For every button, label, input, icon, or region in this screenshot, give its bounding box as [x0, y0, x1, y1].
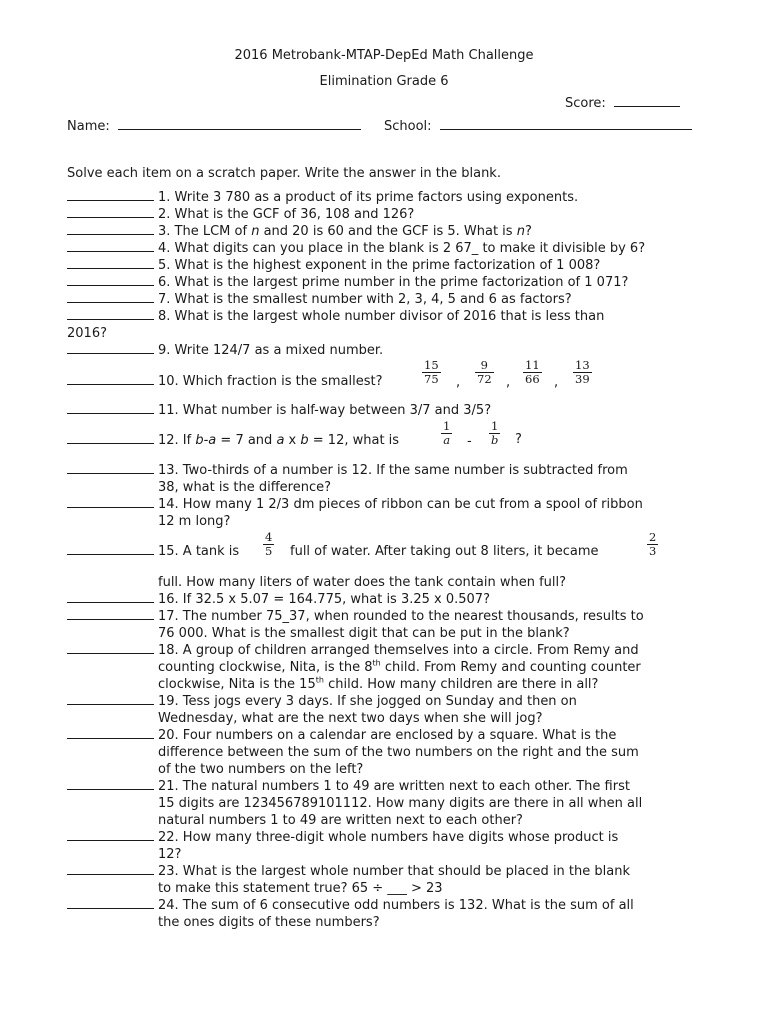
fraction-four-fifths: $\frac{4}{5}$ — [265, 530, 273, 558]
answer-blank-21[interactable] — [67, 778, 154, 790]
answer-blank-18[interactable] — [67, 642, 154, 654]
answer-blank-12[interactable] — [67, 432, 154, 444]
question-8: 8. What is the largest whole number divisor of 2016 that is less than — [67, 308, 604, 325]
score-field[interactable] — [614, 95, 680, 107]
answer-blank-10[interactable] — [67, 373, 154, 385]
question-22-cont: 12? — [158, 847, 182, 862]
answer-blank-23[interactable] — [67, 863, 154, 875]
answer-blank-19[interactable] — [67, 693, 154, 705]
fraction-one-over-a: $\frac{1}{a}$ — [443, 419, 451, 447]
fraction-option-1: $\frac{15}{75}$ — [424, 358, 439, 386]
separator: , — [554, 375, 559, 390]
name-label: Name: — [67, 119, 110, 134]
question-6: 6. What is the largest prime number in the prime factorization of 1 071? — [67, 274, 628, 291]
question-15: 15. A tank is — [67, 543, 239, 560]
question-20-cont-2: of the two numbers on the left? — [158, 762, 364, 777]
question-18-cont-1: counting clockwise, Nita, is the 8th child. From Remy and counting counter — [158, 658, 641, 675]
question-15-text: full of water. After taking out 8 liters, it became — [290, 544, 599, 559]
question-14-cont: 12 m long? — [158, 514, 231, 529]
name-row — [67, 118, 361, 135]
question-17-cont: 76 000. What is the smallest digit that can be put in the blank? — [158, 626, 570, 641]
answer-blank-16[interactable] — [67, 591, 154, 603]
answer-blank-4[interactable] — [67, 240, 154, 252]
question-14: 14. How many 1 2/3 dm pieces of ribbon can be cut from a spool of ribbon — [67, 496, 643, 513]
question-16: 16. If 32.5 x 5.07 = 164.775, what is 3.25 x 0.507? — [67, 591, 490, 608]
question-18-cont-2: clockwise, Nita is the 15th child. How many children are there in all? — [158, 675, 599, 692]
school-field[interactable] — [440, 118, 692, 130]
question-7: 7. What is the smallest number with 2, 3, 4, 5 and 6 as factors? — [67, 291, 572, 308]
question-1: 1. Write 3 780 as a product of its prime factors using exponents. — [67, 189, 578, 206]
answer-blank-8[interactable] — [67, 308, 154, 320]
separator: , — [506, 375, 511, 390]
answer-blank-11[interactable] — [67, 402, 154, 414]
question-4: 4. What digits can you place in the blank is 2 67_ to make it divisible by 6? — [67, 240, 645, 257]
answer-blank-9[interactable] — [67, 342, 154, 354]
answer-blank-22[interactable] — [67, 829, 154, 841]
page-title: 2016 Metrobank-MTAP-DepEd Math Challenge — [234, 48, 534, 63]
answer-blank-14[interactable] — [67, 496, 154, 508]
page-subtitle: Elimination Grade 6 — [319, 74, 449, 89]
answer-blank-15[interactable] — [67, 543, 154, 555]
question-5: 5. What is the highest exponent in the prime factorization of 1 008? — [67, 257, 600, 274]
question-24-cont: the ones digits of these numbers? — [158, 915, 380, 930]
answer-blank-17[interactable] — [67, 608, 154, 620]
question-18: 18. A group of children arranged themselves into a circle. From Remy and — [67, 642, 639, 659]
school-row — [384, 118, 692, 135]
instructions: Solve each item on a scratch paper. Write the answer in the blank. — [67, 166, 501, 181]
question-17: 17. The number 75_37, when rounded to the nearest thousands, results to — [67, 608, 644, 625]
school-label: School: — [384, 119, 432, 134]
score-label: Score: — [565, 96, 606, 111]
separator: , — [456, 375, 461, 390]
minus-sign: - — [467, 434, 472, 449]
question-21: 21. The natural numbers 1 to 49 are written next to each other. The first — [67, 778, 630, 795]
question-24: 24. The sum of 6 consecutive odd numbers is 132. What is the sum of all — [67, 897, 634, 914]
name-field[interactable] — [118, 118, 361, 130]
question-22: 22. How many three-digit whole numbers have digits whose product is — [67, 829, 618, 846]
score-row — [565, 95, 680, 112]
answer-blank-24[interactable] — [67, 897, 154, 909]
answer-blank-20[interactable] — [67, 727, 154, 739]
question-12: 12. If b-a = 7 and a x b = 12, what is — [67, 432, 399, 449]
question-23: 23. What is the largest whole number that should be placed in the blank — [67, 863, 630, 880]
question-3: 3. The LCM of n and 20 is 60 and the GCF is 5. What is n? — [67, 223, 532, 240]
question-21-cont-1: 15 digits are 123456789101112. How many digits are there in all when all — [158, 796, 643, 811]
answer-blank-2[interactable] — [67, 206, 154, 218]
answer-blank-6[interactable] — [67, 274, 154, 286]
question-2: 2. What is the GCF of 36, 108 and 126? — [67, 206, 414, 223]
fraction-option-3: $\frac{11}{66}$ — [525, 358, 540, 386]
question-8-cont: 2016? — [67, 326, 107, 341]
answer-blank-13[interactable] — [67, 462, 154, 474]
question-11: 11. What number is half-way between 3/7 and 3/5? — [67, 402, 491, 419]
question-13: 13. Two-thirds of a number is 12. If the same number is subtracted from — [67, 462, 628, 479]
question-mark: ? — [515, 432, 522, 447]
fraction-one-over-b: $\frac{1}{b}$ — [491, 419, 499, 447]
answer-blank-5[interactable] — [67, 257, 154, 269]
question-10: 10. Which fraction is the smallest? — [67, 373, 382, 390]
fraction-option-2: $\frac{9}{72}$ — [477, 358, 492, 386]
question-21-cont-2: natural numbers 1 to 49 are written next to each other? — [158, 813, 523, 828]
fraction-option-4: $\frac{13}{39}$ — [575, 358, 590, 386]
question-9: 9. Write 124/7 as a mixed number. — [67, 342, 383, 359]
question-20-cont-1: difference between the sum of the two numbers on the right and the sum — [158, 745, 639, 760]
question-13-cont: 38, what is the difference? — [158, 480, 332, 495]
fraction-two-thirds: $\frac{2}{3}$ — [649, 530, 657, 558]
answer-blank-7[interactable] — [67, 291, 154, 303]
question-19-cont: Wednesday, what are the next two days when she will jog? — [158, 711, 543, 726]
answer-blank-1[interactable] — [67, 189, 154, 201]
answer-blank-3[interactable] — [67, 223, 154, 235]
question-19: 19. Tess jogs every 3 days. If she jogged on Sunday and then on — [67, 693, 577, 710]
question-20: 20. Four numbers on a calendar are enclosed by a square. What is the — [67, 727, 616, 744]
question-23-cont: to make this statement true? 65 ÷ ___ > 23 — [158, 881, 443, 896]
question-15-cont: full. How many liters of water does the tank contain when full? — [158, 575, 567, 590]
